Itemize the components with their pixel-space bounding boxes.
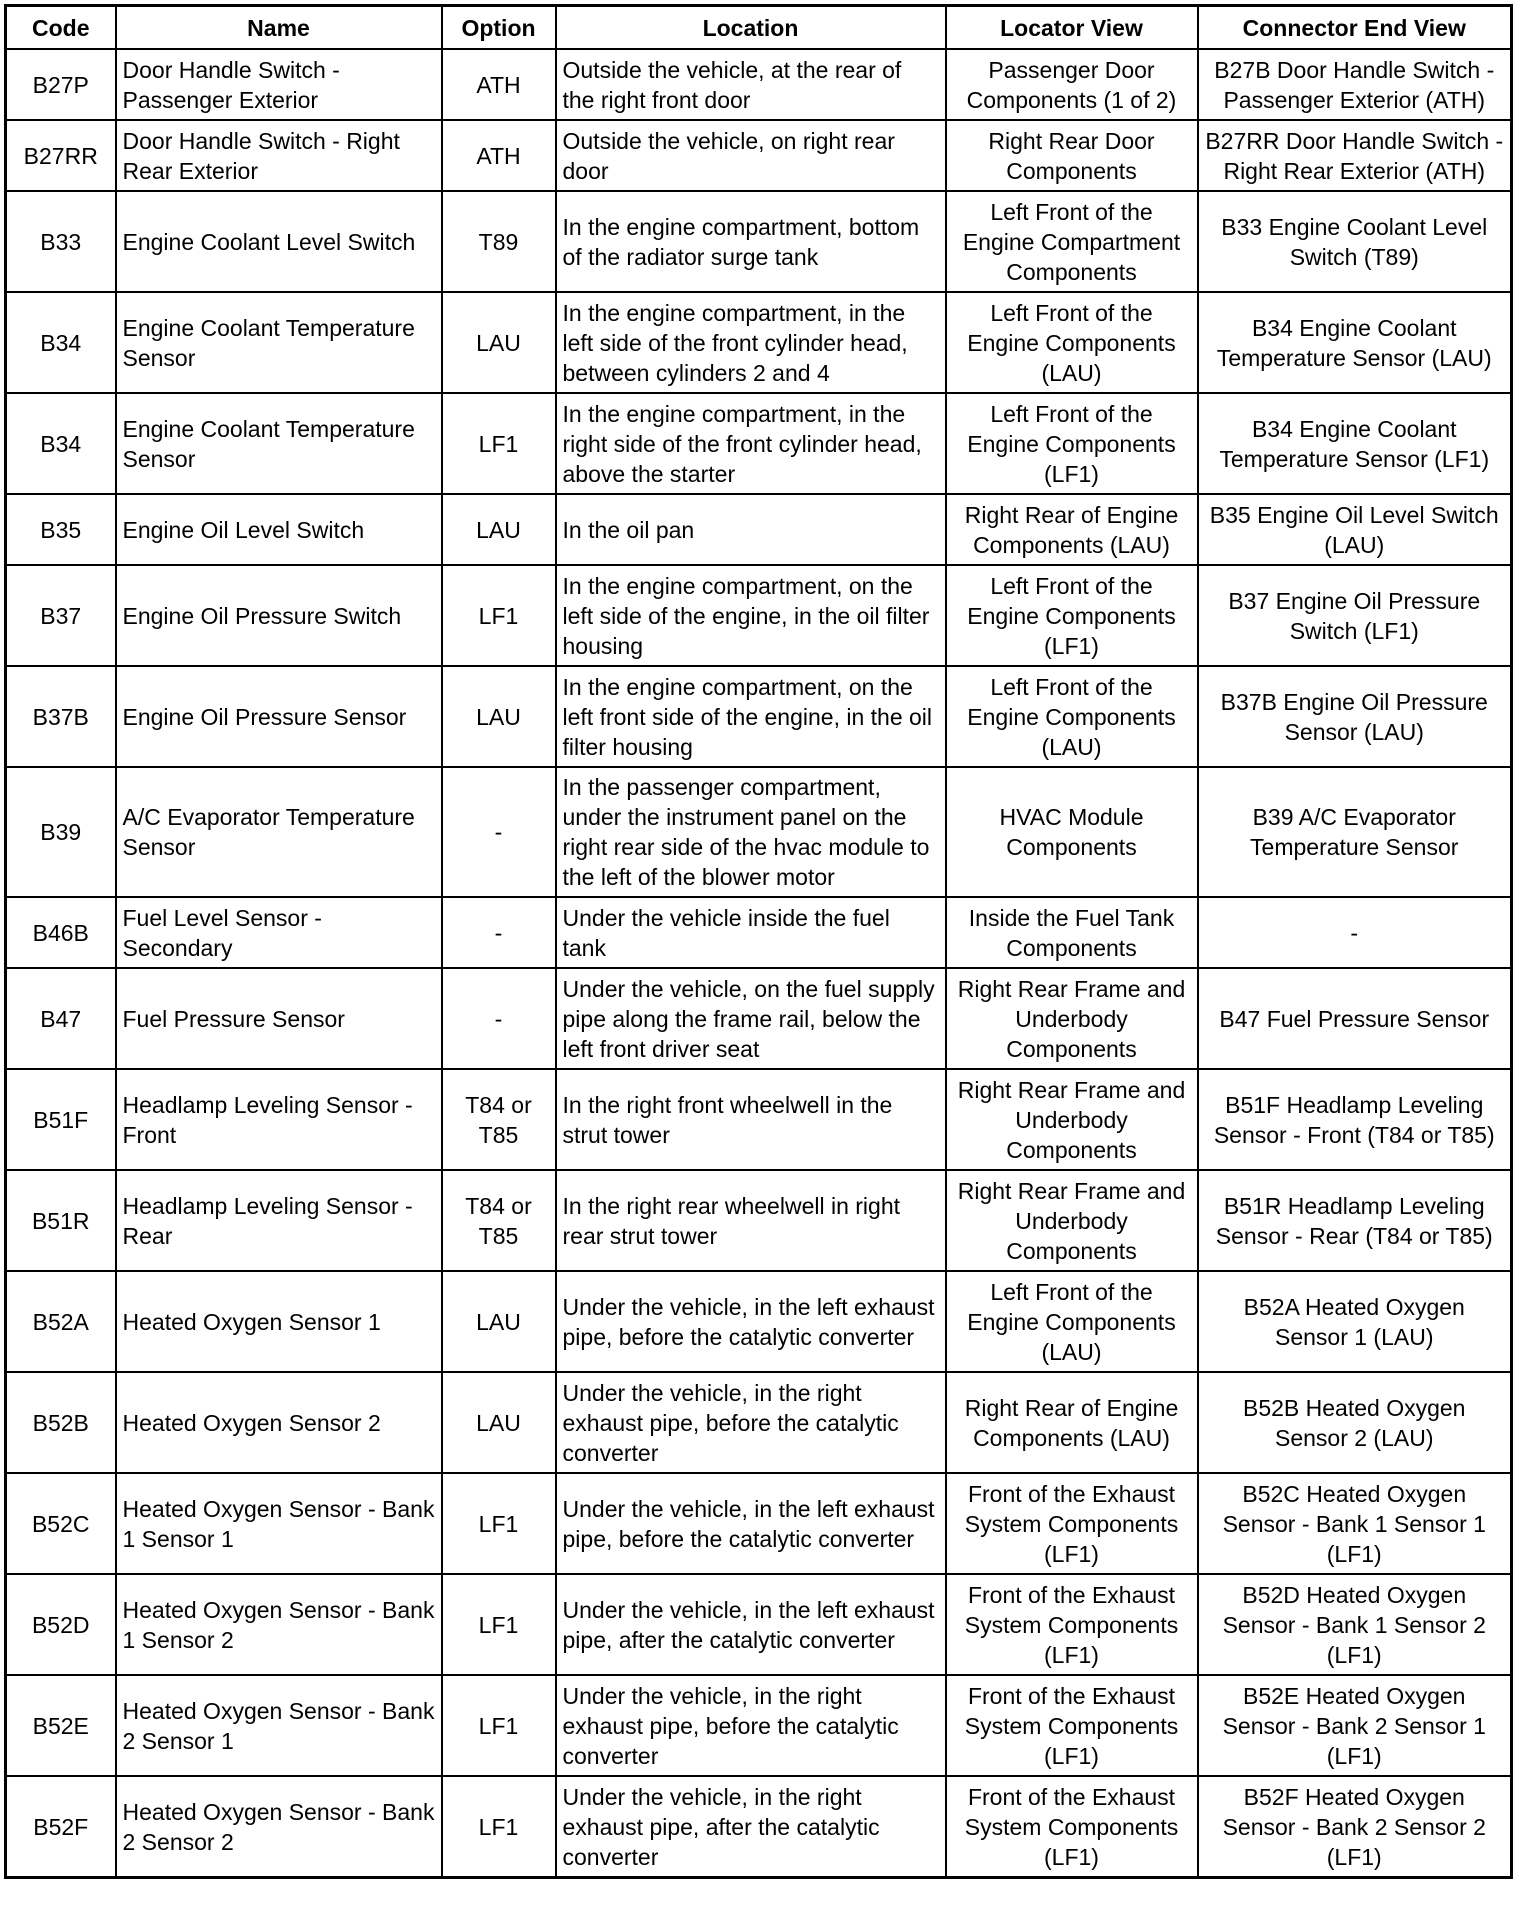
cell-code: B37 <box>6 565 116 666</box>
cell-code: B52A <box>6 1271 116 1372</box>
cell-locator-view: Right Rear of Engine Components (LAU) <box>946 1372 1198 1473</box>
cell-locator-view: Right Rear of Engine Components (LAU) <box>946 494 1198 565</box>
cell-connector-end-view: B34 Engine Coolant Temperature Sensor (LAU) <box>1198 292 1512 393</box>
table-row <box>6 1675 1512 1776</box>
cell-locator-view: Left Front of the Engine Components (LAU) <box>946 292 1198 393</box>
component-locator-sheet <box>4 4 1510 1879</box>
cell-option: LAU <box>442 494 556 565</box>
cell-connector-end-view: B52A Heated Oxygen Sensor 1 (LAU) <box>1198 1271 1512 1372</box>
cell-code: B34 <box>6 393 116 494</box>
cell-name: Heated Oxygen Sensor 2 <box>116 1372 442 1473</box>
cell-locator-view: Left Front of the Engine Components (LAU) <box>946 666 1198 767</box>
cell-locator-view: Right Rear Frame and Underbody Components <box>946 1069 1198 1170</box>
cell-name: Headlamp Leveling Sensor - Rear <box>116 1170 442 1271</box>
cell-locator-view: Right Rear Frame and Underbody Components <box>946 1170 1198 1271</box>
cell-locator-view: Front of the Exhaust System Components (LF1) <box>946 1473 1198 1574</box>
cell-option: LAU <box>442 1271 556 1372</box>
cell-option: - <box>442 968 556 1069</box>
cell-location: Under the vehicle, in the right exhaust pipe, after the catalytic converter <box>556 1776 946 1878</box>
cell-location: In the engine compartment, on the left side of the engine, in the oil filter housing <box>556 565 946 666</box>
table-row <box>6 968 1512 1069</box>
cell-connector-end-view: - <box>1198 897 1512 968</box>
cell-connector-end-view: B27B Door Handle Switch - Passenger Exterior (ATH) <box>1198 49 1512 120</box>
cell-code: B33 <box>6 191 116 292</box>
cell-location: Under the vehicle, in the left exhaust pipe, before the catalytic converter <box>556 1271 946 1372</box>
cell-code: B46B <box>6 897 116 968</box>
cell-name: Fuel Level Sensor - Secondary <box>116 897 442 968</box>
cell-connector-end-view: B35 Engine Oil Level Switch (LAU) <box>1198 494 1512 565</box>
cell-name: Heated Oxygen Sensor 1 <box>116 1271 442 1372</box>
cell-locator-view: Front of the Exhaust System Components (LF1) <box>946 1574 1198 1675</box>
cell-code: B47 <box>6 968 116 1069</box>
cell-connector-end-view: B39 A/C Evaporator Temperature Sensor <box>1198 767 1512 897</box>
cell-option: LF1 <box>442 1776 556 1878</box>
cell-code: B51F <box>6 1069 116 1170</box>
cell-location: In the engine compartment, in the left side of the front cylinder head, between cylinders 2 and 4 <box>556 292 946 393</box>
cell-name: Fuel Pressure Sensor <box>116 968 442 1069</box>
cell-option: LAU <box>442 1372 556 1473</box>
cell-location: Under the vehicle, on the fuel supply pipe along the frame rail, below the left front driver seat <box>556 968 946 1069</box>
cell-connector-end-view: B37B Engine Oil Pressure Sensor (LAU) <box>1198 666 1512 767</box>
cell-name: Engine Coolant Temperature Sensor <box>116 292 442 393</box>
cell-location: Under the vehicle, in the right exhaust pipe, before the catalytic converter <box>556 1675 946 1776</box>
cell-connector-end-view: B34 Engine Coolant Temperature Sensor (LF1) <box>1198 393 1512 494</box>
table-row <box>6 565 1512 666</box>
cell-locator-view: Passenger Door Components (1 of 2) <box>946 49 1198 120</box>
cell-option: LF1 <box>442 565 556 666</box>
header-connector-end-view: Connector End View <box>1198 6 1512 50</box>
cell-name: A/C Evaporator Temperature Sensor <box>116 767 442 897</box>
cell-code: B27RR <box>6 120 116 191</box>
cell-code: B52E <box>6 1675 116 1776</box>
cell-option: - <box>442 897 556 968</box>
cell-option: LF1 <box>442 1675 556 1776</box>
table-row <box>6 292 1512 393</box>
table-row <box>6 494 1512 565</box>
cell-name: Door Handle Switch - Right Rear Exterior <box>116 120 442 191</box>
table-row <box>6 191 1512 292</box>
cell-option: T89 <box>442 191 556 292</box>
cell-location: In the engine compartment, bottom of the radiator surge tank <box>556 191 946 292</box>
cell-connector-end-view: B47 Fuel Pressure Sensor <box>1198 968 1512 1069</box>
cell-option: LF1 <box>442 393 556 494</box>
header-row <box>6 6 1512 50</box>
cell-name: Engine Coolant Temperature Sensor <box>116 393 442 494</box>
cell-connector-end-view: B52E Heated Oxygen Sensor - Bank 2 Sensor 1 (LF1) <box>1198 1675 1512 1776</box>
table-row <box>6 120 1512 191</box>
cell-location: Outside the vehicle, at the rear of the right front door <box>556 49 946 120</box>
cell-name: Heated Oxygen Sensor - Bank 2 Sensor 1 <box>116 1675 442 1776</box>
cell-locator-view: Inside the Fuel Tank Components <box>946 897 1198 968</box>
cell-code: B51R <box>6 1170 116 1271</box>
cell-option: T84 or T85 <box>442 1069 556 1170</box>
cell-locator-view: Left Front of the Engine Components (LF1) <box>946 393 1198 494</box>
cell-locator-view: Front of the Exhaust System Components (LF1) <box>946 1776 1198 1878</box>
cell-connector-end-view: B27RR Door Handle Switch - Right Rear Exterior (ATH) <box>1198 120 1512 191</box>
cell-name: Engine Coolant Level Switch <box>116 191 442 292</box>
cell-name: Engine Oil Pressure Sensor <box>116 666 442 767</box>
header-code: Code <box>6 6 116 50</box>
table-row <box>6 1574 1512 1675</box>
cell-connector-end-view: B52C Heated Oxygen Sensor - Bank 1 Sensor 1 (LF1) <box>1198 1473 1512 1574</box>
table-row <box>6 897 1512 968</box>
cell-code: B39 <box>6 767 116 897</box>
cell-name: Door Handle Switch - Passenger Exterior <box>116 49 442 120</box>
cell-locator-view: Right Rear Door Components <box>946 120 1198 191</box>
cell-code: B52B <box>6 1372 116 1473</box>
cell-code: B35 <box>6 494 116 565</box>
cell-connector-end-view: B37 Engine Oil Pressure Switch (LF1) <box>1198 565 1512 666</box>
cell-locator-view: Right Rear Frame and Underbody Components <box>946 968 1198 1069</box>
cell-name: Engine Oil Level Switch <box>116 494 442 565</box>
cell-name: Heated Oxygen Sensor - Bank 1 Sensor 2 <box>116 1574 442 1675</box>
cell-location: In the passenger compartment, under the instrument panel on the right rear side of the hvac module to the left of the blower motor <box>556 767 946 897</box>
cell-option: T84 or T85 <box>442 1170 556 1271</box>
cell-locator-view: Left Front of the Engine Compartment Components <box>946 191 1198 292</box>
cell-code: B52F <box>6 1776 116 1878</box>
cell-connector-end-view: B51R Headlamp Leveling Sensor - Rear (T84 or T85) <box>1198 1170 1512 1271</box>
cell-name: Heated Oxygen Sensor - Bank 1 Sensor 1 <box>116 1473 442 1574</box>
table-row <box>6 767 1512 897</box>
cell-connector-end-view: B52D Heated Oxygen Sensor - Bank 1 Sensor 2 (LF1) <box>1198 1574 1512 1675</box>
cell-locator-view: Front of the Exhaust System Components (LF1) <box>946 1675 1198 1776</box>
component-table <box>4 4 1513 1879</box>
cell-locator-view: HVAC Module Components <box>946 767 1198 897</box>
header-location: Location <box>556 6 946 50</box>
cell-code: B37B <box>6 666 116 767</box>
cell-connector-end-view: B33 Engine Coolant Level Switch (T89) <box>1198 191 1512 292</box>
table-row <box>6 1170 1512 1271</box>
table-row <box>6 393 1512 494</box>
header-option: Option <box>442 6 556 50</box>
cell-locator-view: Left Front of the Engine Components (LAU) <box>946 1271 1198 1372</box>
header-locator-view: Locator View <box>946 6 1198 50</box>
cell-location: Under the vehicle, in the left exhaust pipe, before the catalytic converter <box>556 1473 946 1574</box>
table-row <box>6 666 1512 767</box>
cell-location: In the oil pan <box>556 494 946 565</box>
cell-locator-view: Left Front of the Engine Components (LF1) <box>946 565 1198 666</box>
cell-code: B34 <box>6 292 116 393</box>
cell-name: Headlamp Leveling Sensor - Front <box>116 1069 442 1170</box>
table-row <box>6 1473 1512 1574</box>
cell-code: B52D <box>6 1574 116 1675</box>
cell-option: LF1 <box>442 1574 556 1675</box>
cell-option: LAU <box>442 666 556 767</box>
cell-location: In the right front wheelwell in the strut tower <box>556 1069 946 1170</box>
cell-location: In the right rear wheelwell in right rear strut tower <box>556 1170 946 1271</box>
table-row <box>6 1069 1512 1170</box>
cell-name: Heated Oxygen Sensor - Bank 2 Sensor 2 <box>116 1776 442 1878</box>
cell-name: Engine Oil Pressure Switch <box>116 565 442 666</box>
cell-code: B27P <box>6 49 116 120</box>
table-row <box>6 49 1512 120</box>
cell-connector-end-view: B52F Heated Oxygen Sensor - Bank 2 Sensor 2 (LF1) <box>1198 1776 1512 1878</box>
cell-option: ATH <box>442 120 556 191</box>
cell-connector-end-view: B52B Heated Oxygen Sensor 2 (LAU) <box>1198 1372 1512 1473</box>
table-row <box>6 1776 1512 1878</box>
table-row <box>6 1271 1512 1372</box>
table-row <box>6 1372 1512 1473</box>
cell-code: B52C <box>6 1473 116 1574</box>
cell-location: Outside the vehicle, on right rear door <box>556 120 946 191</box>
cell-location: In the engine compartment, on the left front side of the engine, in the oil filter housing <box>556 666 946 767</box>
cell-connector-end-view: B51F Headlamp Leveling Sensor - Front (T84 or T85) <box>1198 1069 1512 1170</box>
cell-location: Under the vehicle inside the fuel tank <box>556 897 946 968</box>
cell-option: LAU <box>442 292 556 393</box>
cell-option: ATH <box>442 49 556 120</box>
cell-option: LF1 <box>442 1473 556 1574</box>
cell-option: - <box>442 767 556 897</box>
cell-location: Under the vehicle, in the right exhaust pipe, before the catalytic converter <box>556 1372 946 1473</box>
cell-location: Under the vehicle, in the left exhaust pipe, after the catalytic converter <box>556 1574 946 1675</box>
header-name: Name <box>116 6 442 50</box>
cell-location: In the engine compartment, in the right side of the front cylinder head, above the starter <box>556 393 946 494</box>
